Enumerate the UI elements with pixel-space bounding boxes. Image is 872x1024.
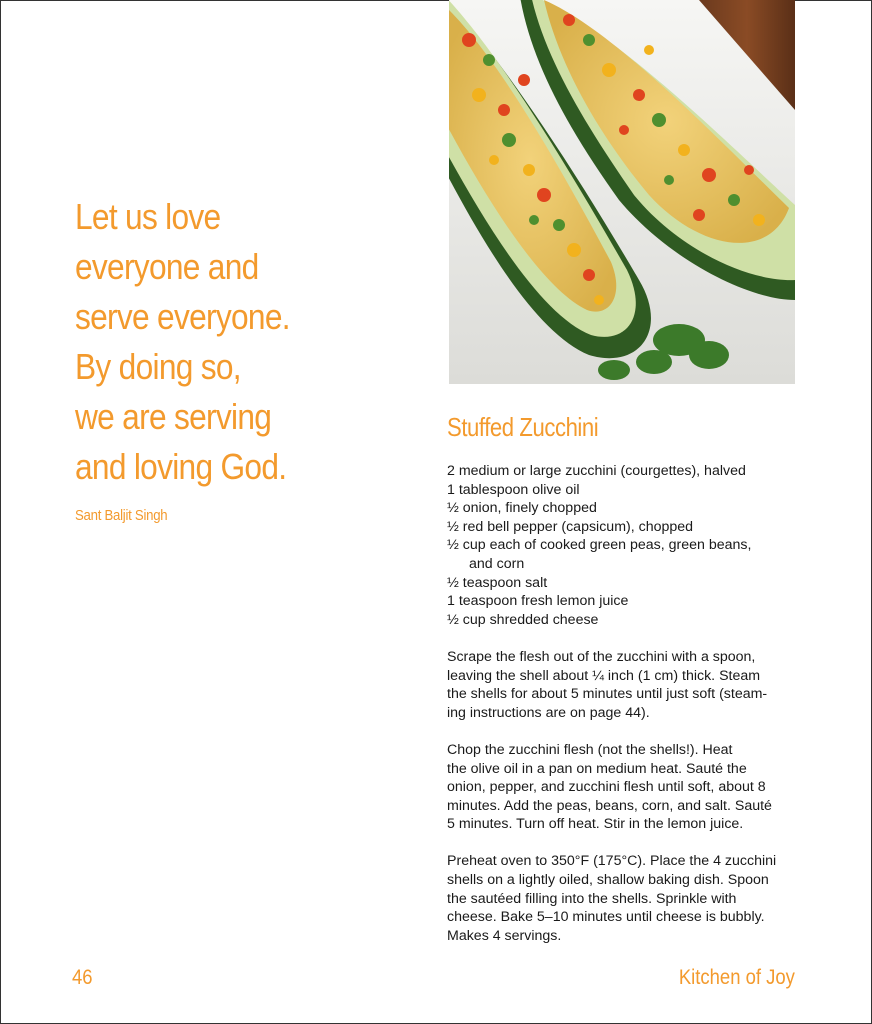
ingredient-item: and corn (469, 555, 525, 572)
quote-line: and loving God. (75, 446, 287, 487)
step-line: Scrape the flesh out of the zucchini with a spoon, (447, 648, 756, 665)
quote-line: By doing so, (75, 346, 241, 387)
ingredient-item: ½ cup shredded cheese (447, 611, 599, 628)
quote (75, 192, 365, 492)
step-line: 5 minutes. Turn off heat. Stir in the lemon juice. (447, 816, 744, 833)
step-line: ing instructions are on page 44). (447, 704, 650, 721)
recipe-body (447, 462, 797, 945)
quote-line: serve everyone. (75, 296, 290, 337)
ingredient-item: ½ onion, finely chopped (447, 500, 597, 517)
book-title: Kitchen of Joy (678, 966, 795, 989)
quote-line: we are serving (75, 396, 272, 437)
quote-attribution: Sant Baljit Singh (75, 507, 168, 524)
step-line: the olive oil in a pan on medium heat. Sauté the (447, 760, 747, 777)
stuffed-zucchini-photo (449, 0, 795, 384)
quote-line: Let us love (75, 196, 221, 237)
ingredient-item: ½ teaspoon salt (447, 574, 548, 591)
quote-line: everyone and (75, 246, 259, 287)
step-line: minutes. Add the peas, beans, corn, and salt. Sauté (447, 797, 772, 814)
ingredient-item: 1 teaspoon fresh lemon juice (447, 593, 629, 610)
step-line: Chop the zucchini flesh (not the shells!). Heat (447, 741, 733, 758)
step-line: the sautéed filling into the shells. Sprinkle with (447, 890, 737, 907)
step-line: onion, pepper, and zucchini flesh until soft, about 8 (447, 779, 766, 796)
step-line: cheese. Bake 5–10 minutes until cheese is bubbly. (447, 909, 765, 926)
ingredient-list (447, 462, 797, 629)
step-line: shells on a lightly oiled, shallow baking dish. Spoon (447, 872, 769, 889)
instruction-step-3 (447, 852, 797, 945)
instruction-step-1 (447, 648, 797, 722)
page-number: 46 (72, 966, 93, 989)
step-line: Makes 4 servings. (447, 927, 562, 944)
step-line: Preheat oven to 350°F (175°C). Place the 4 zucchini (447, 853, 777, 870)
ingredient-item: ½ red bell pepper (capsicum), chopped (447, 518, 694, 535)
ingredient-item: ½ cup each of cooked green peas, green beans, (447, 537, 752, 554)
instruction-step-2 (447, 741, 797, 834)
step-line: the shells for about 5 minutes until just soft (steam- (447, 686, 768, 703)
recipe-title: Stuffed Zucchini (447, 412, 599, 442)
step-line: leaving the shell about ¼ inch (1 cm) thick. Steam (447, 667, 761, 684)
ingredient-item: 1 tablespoon olive oil (447, 481, 580, 498)
ingredient-item: 2 medium or large zucchini (courgettes), halved (447, 463, 746, 479)
